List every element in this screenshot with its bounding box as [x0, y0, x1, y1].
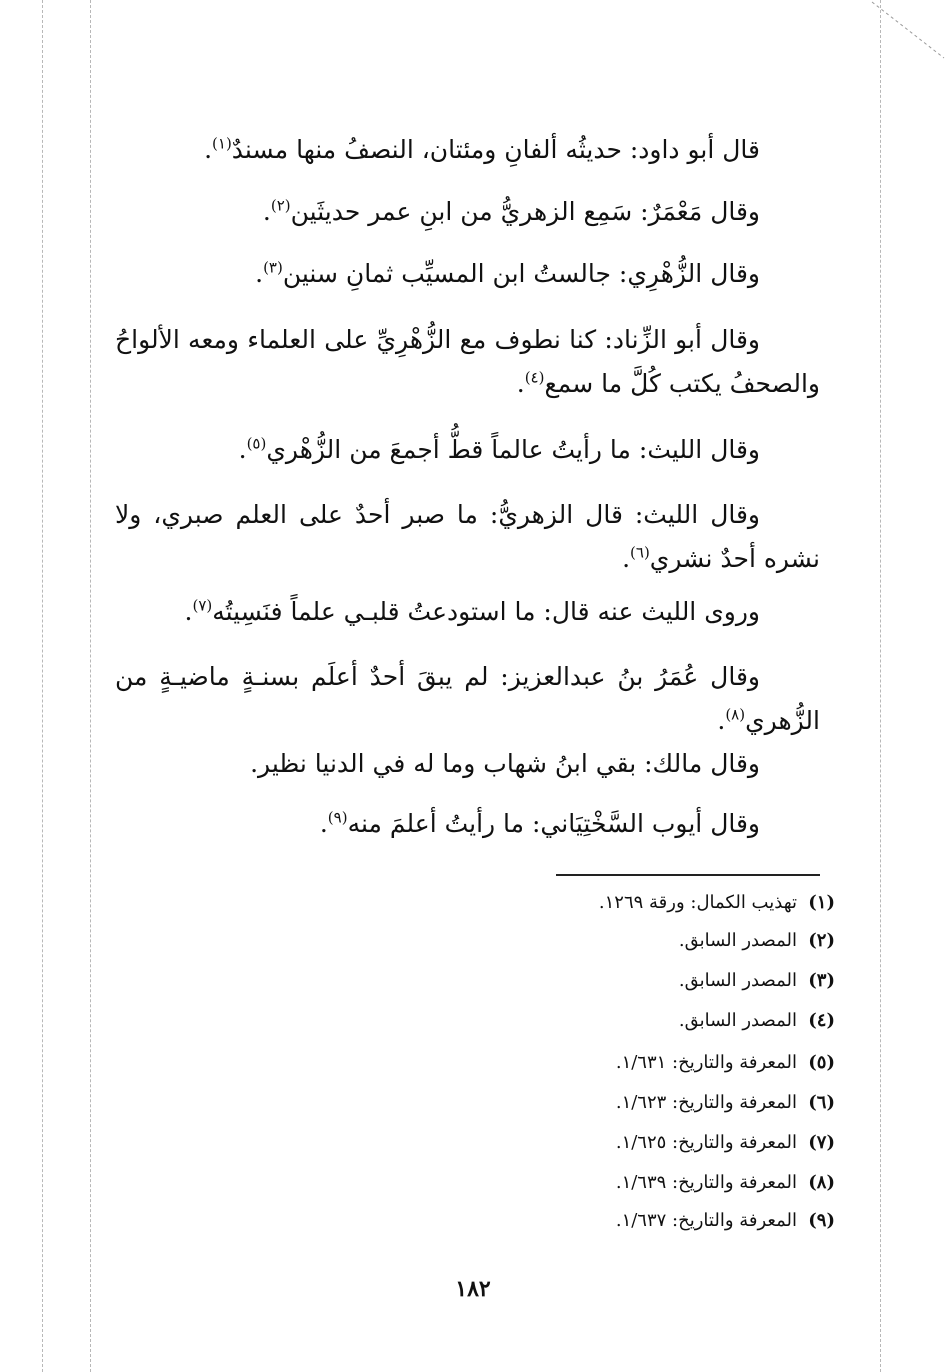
scan-guide-line: [42, 0, 43, 1372]
paragraph: وقال الليث: قال الزهريُّ: ما صبر أحدٌ على العلم صبري، ولا نشره أحدٌ نشري$^{(٦)}$.: [115, 500, 820, 573]
footnote-item: [480, 930, 835, 962]
footnote-text: المصدر السابق.: [678, 930, 797, 951]
paragraph: وقال الليث: ما رأيتُ عالماً قطُّ أجمعَ من الزُّهْري$^{(٥)}$.: [238, 434, 760, 464]
paragraph: وقال الزُّهْرِي: جالستُ ابن المسيِّب ثمانِ سنين$^{(٣)}$.: [255, 258, 760, 288]
footnote-item: [480, 1172, 835, 1204]
footnote-number: (٥): [808, 1052, 835, 1073]
footnote-item: [480, 1052, 835, 1084]
paragraph: وقال أبو الزِّناد: كنا نطوف مع الزُّهْرِيِّ على العلماء ومعه الألواحُ والصحفُ يكتب كُلَّ ما سمع$^{(٤)}$.: [115, 325, 820, 398]
footnote-reference: (٨): [725, 705, 746, 724]
footnote-text: المعرفة والتاريخ: ١/٦٢٣.: [615, 1092, 797, 1113]
footnote-reference: (٤): [524, 368, 545, 387]
footnote-item: [480, 1132, 835, 1164]
footnote-number: (٢): [808, 930, 835, 951]
scan-guide-line: [880, 0, 881, 1372]
scan-guide-line: [90, 0, 91, 1372]
footnote-reference: (٧): [192, 596, 213, 615]
footnote-text: المعرفة والتاريخ: ١/٦٣٧.: [615, 1210, 797, 1231]
footnote-number: (٣): [808, 970, 835, 991]
footnote-item: [480, 970, 835, 1002]
footnote-reference: (٩): [327, 808, 348, 827]
paragraph: وقال عُمَرُ بنُ عبدالعزيز: لم يبقَ أحدٌ أعلَم بسنـةٍ ماضيـةٍ من الزُّهري$^{(٨)}$.: [115, 662, 820, 735]
footnote-reference: (٣): [263, 258, 283, 277]
paragraph: قال أبو داود: حديثُه ألفانِ ومئتان، النصفُ منها مسندٌ$^{(١)}$.: [204, 134, 760, 164]
footnote-text: المصدر السابق.: [678, 1010, 797, 1031]
footnote-text: المصدر السابق.: [678, 970, 797, 991]
footnote-item: [480, 1210, 835, 1242]
footnote-reference: (١): [212, 134, 232, 153]
footnote-reference: (٦): [630, 543, 650, 562]
footnote-text: تهذيب الكمال: ورقة ١٢٦٩.: [598, 892, 797, 913]
paragraph: وروى الليث عنه قال: ما استودعتُ قلبـي علماً فنَسِيتُه$^{(٧)}$.: [184, 596, 760, 626]
footnote-number: (٨): [808, 1172, 835, 1193]
footnote-number: (١): [808, 892, 835, 913]
footnote-number: (٤): [808, 1010, 835, 1031]
footnote-number: (٩): [808, 1210, 835, 1231]
footnote-reference: (٥): [246, 434, 267, 453]
footnote-item: [480, 1092, 835, 1124]
page-number: ١٨٢: [455, 1276, 491, 1302]
paragraph: وقال مالك: بقي ابنُ شهاب وما له في الدنيا نظير.: [250, 749, 760, 778]
paragraph: وقال مَعْمَرٌ: سَمِع الزهريُّ من ابنِ عمر حديثَين$^{(٢)}$.: [262, 196, 760, 226]
footnote-text: المعرفة والتاريخ: ١/٦٣١.: [615, 1052, 797, 1073]
footnote-number: (٦): [808, 1092, 835, 1113]
footnote-separator: [556, 874, 820, 876]
footnote-number: (٧): [808, 1132, 835, 1153]
footnote-reference: (٢): [270, 196, 291, 215]
footnote-text: المعرفة والتاريخ: ١/٦٢٥.: [615, 1132, 797, 1153]
paragraph: وقال أيوب السَّخْتِيَاني: ما رأيتُ أعلمَ منه$^{(٩)}$.: [319, 808, 760, 838]
footnote-item: [480, 892, 835, 924]
scan-corner-mark: [868, 0, 946, 60]
footnote-text: المعرفة والتاريخ: ١/٦٣٩.: [615, 1172, 797, 1193]
footnote-item: [480, 1010, 835, 1042]
